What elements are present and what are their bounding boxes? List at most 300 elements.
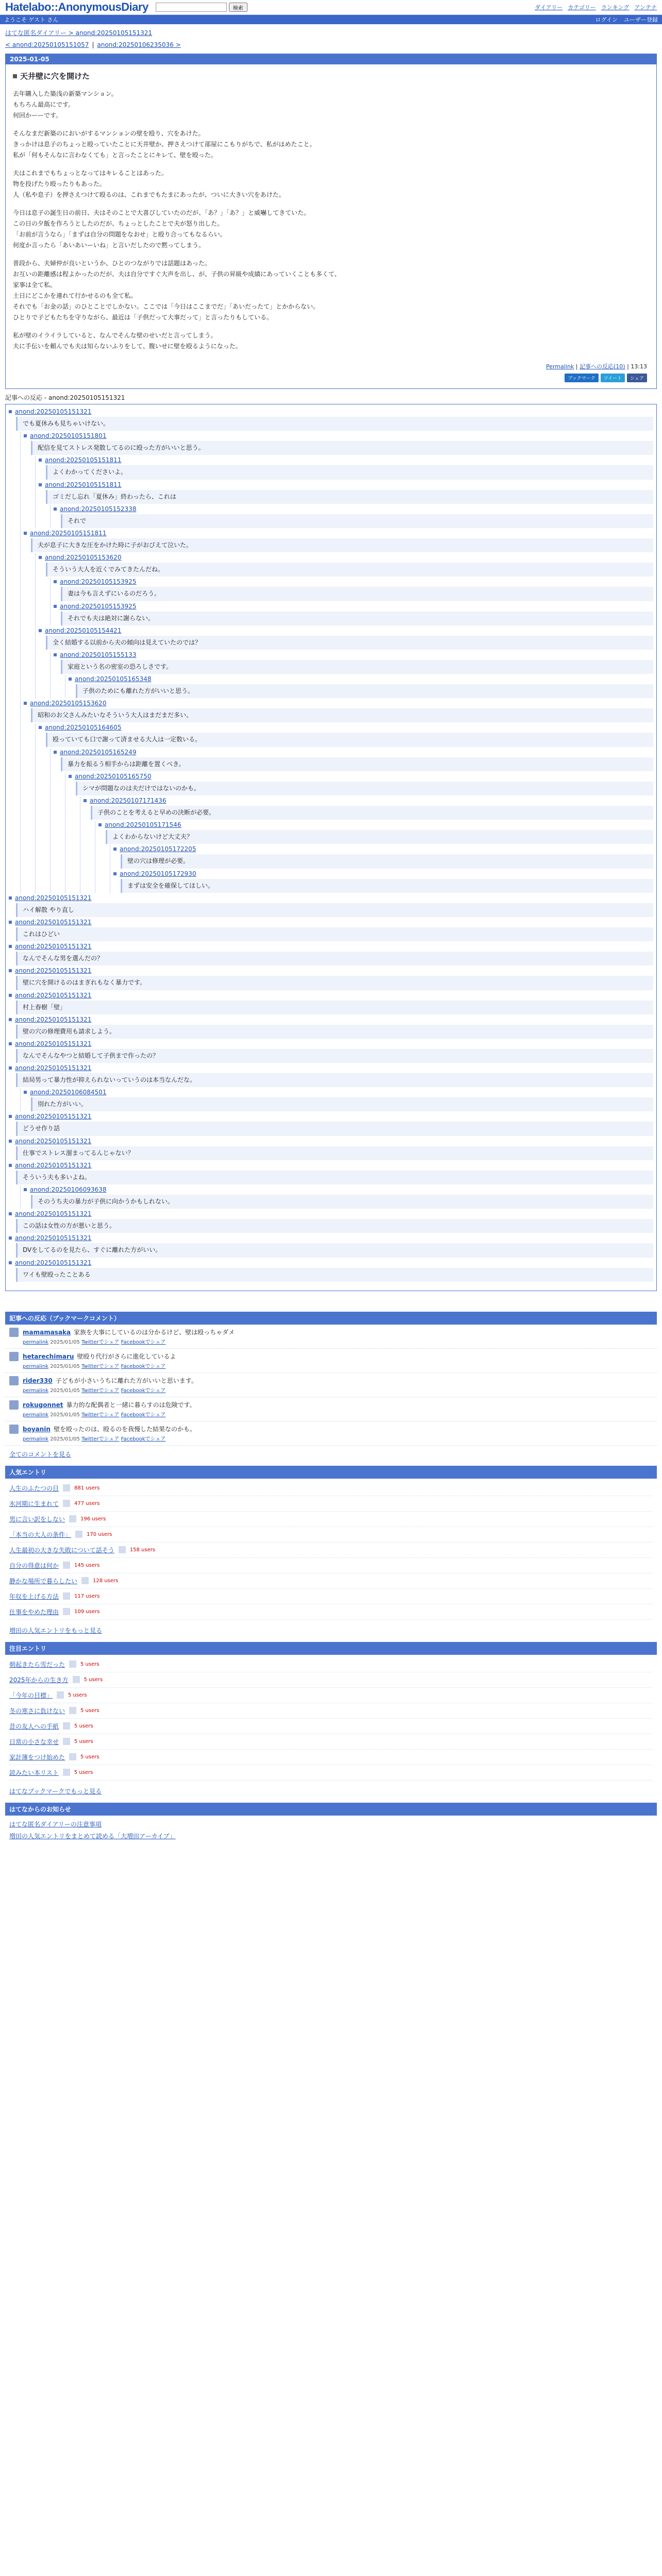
ranking-item — [9, 1573, 653, 1589]
reaction-text: それでも夫は絶対に謝らない。 — [61, 612, 653, 625]
reaction-node — [9, 1016, 653, 1039]
reaction-head — [54, 603, 653, 610]
bookmark-comment: 家族を大事にしているのは分かるけど、壁は殴っちゃダメ — [74, 1328, 235, 1336]
ranking-title[interactable]: 2025年からの生き方 — [9, 1676, 69, 1684]
bullet-icon — [9, 1018, 12, 1021]
reaction-children — [50, 749, 653, 893]
bookmark-permalink[interactable]: permalink — [23, 1412, 48, 1418]
reaction-id-link[interactable]: anond:20250105151321 — [15, 943, 92, 951]
bullet-icon — [54, 751, 57, 754]
ranking-item — [9, 1604, 653, 1620]
toplink-category[interactable]: カテゴリー — [568, 4, 596, 11]
bookmark-user[interactable]: boyanin — [23, 1425, 51, 1433]
ranking-item — [9, 1719, 653, 1734]
reaction-id-link[interactable]: anond:20250105153925 — [60, 578, 137, 586]
avatar[interactable] — [9, 1352, 19, 1361]
entry-body — [13, 89, 649, 352]
welcome-text: ようこそ ゲスト さん — [4, 16, 59, 23]
reaction-id-link[interactable]: anond:20250105151321 — [15, 1234, 92, 1242]
bookmark-date: 2025/01/05 — [50, 1387, 80, 1394]
bookmark-permalink[interactable]: permalink — [23, 1436, 48, 1442]
reaction-children — [50, 651, 653, 698]
bookmark-date: 2025/01/05 — [50, 1339, 80, 1345]
reaction-head — [9, 967, 653, 974]
reaction-text: そういう大人を近くでみてきたんだね。 — [46, 563, 653, 577]
reaction-id-link[interactable]: anond:20250105151321 — [15, 1210, 92, 1218]
reaction-id-link[interactable]: anond:20250105154421 — [45, 626, 122, 634]
reaction-id-link[interactable]: anond:20250105151321 — [15, 1161, 92, 1169]
ranking-users[interactable]: 5 users — [80, 1661, 100, 1667]
reaction-id-link[interactable]: anond:20250105155133 — [60, 651, 137, 658]
bullet-icon — [84, 799, 87, 802]
title-square-icon — [13, 74, 17, 78]
ranking-users[interactable]: 5 users — [74, 1723, 93, 1729]
bullet-icon — [54, 580, 57, 583]
bookmark-item — [5, 1325, 657, 1349]
bookmark-comment: 壁殴り代行がさらに進化しているよ — [77, 1352, 176, 1360]
reaction-head — [9, 1040, 653, 1047]
ranking-item — [9, 1527, 653, 1543]
ranking-title[interactable]: 年収を上げる方法 — [9, 1592, 59, 1600]
reaction-head — [9, 1138, 653, 1145]
bullet-icon — [9, 1261, 12, 1264]
reaction-text: 壁に穴を開けるのはまぎれもなく暴力です。 — [16, 976, 653, 990]
reaction-head — [9, 919, 653, 926]
ranking-title[interactable]: 昔の友人への手紙 — [9, 1722, 59, 1730]
notice-list — [5, 1816, 657, 1844]
reaction-node — [24, 530, 653, 698]
reaction-id-link[interactable]: anond:20250105151321 — [15, 1137, 92, 1145]
bullet-icon — [24, 434, 27, 437]
bookmark-permalink[interactable]: permalink — [23, 1363, 48, 1369]
ranking-users[interactable]: 5 users — [80, 1707, 100, 1714]
reaction-node — [9, 943, 653, 965]
bookmark-twitter-link[interactable]: Twitterでシェア — [81, 1412, 120, 1418]
attention-more-wrap — [5, 1783, 657, 1800]
reaction-node — [54, 505, 653, 528]
next-entry-link[interactable]: anond:20250106235036 > — [97, 41, 181, 48]
bullet-icon — [69, 775, 72, 778]
entry-paragraph: 私が壁のイライラしていると、なんでそんな壁のせいだと言ってしまう。 夫に手伝いを頼んでも夫は知らないふりをして、腹いせに壁を殴るようになった。 — [13, 332, 242, 350]
bookmark-facebook-link[interactable]: Facebookでシェア — [121, 1363, 166, 1369]
reaction-node — [9, 919, 653, 941]
nav-bar — [0, 15, 662, 24]
reaction-text: どうせ作り話 — [16, 1122, 653, 1136]
top-bar — [0, 0, 662, 15]
register-link[interactable]: ユーザー登録 — [624, 16, 658, 23]
ranking-item — [9, 1657, 653, 1672]
bookmark-section-title: 記事への反応（ブックマークコメント） — [5, 1312, 657, 1325]
reaction-head — [9, 1259, 653, 1266]
bullet-icon — [98, 823, 102, 826]
reaction-head — [9, 1064, 653, 1072]
attention-more-link[interactable]: はてなブックマークでもっと見る — [9, 1787, 102, 1795]
bookmark-facebook-link[interactable]: Facebookでシェア — [121, 1436, 166, 1442]
reaction-text: 壁の穴の修理費用も請求しよう。 — [16, 1025, 653, 1039]
reaction-text: なんでそんなやつと結婚して子供まで作ったの？ — [16, 1049, 653, 1063]
bookmark-icon — [63, 1562, 70, 1569]
reaction-id-link[interactable]: anond:20250105151801 — [30, 432, 107, 440]
avatar[interactable] — [9, 1328, 19, 1337]
reaction-id-link[interactable]: anond:20250105171546 — [105, 821, 181, 829]
reaction-node — [98, 821, 653, 893]
bookmark-content — [23, 1400, 196, 1418]
bookmark-item — [5, 1397, 657, 1421]
ranking-item — [9, 1688, 653, 1703]
reactions-count-link[interactable]: 記事への反応(10) — [580, 363, 625, 370]
bookmark-twitter-link[interactable]: Twitterでシェア — [81, 1339, 120, 1345]
reaction-head — [54, 749, 653, 756]
bookmark-icon — [75, 1531, 82, 1538]
reaction-node — [9, 1162, 653, 1209]
reaction-node — [9, 1138, 653, 1160]
reaction-children — [95, 821, 653, 893]
bullet-icon — [39, 459, 42, 462]
ranking-users[interactable]: 196 users — [80, 1516, 106, 1522]
reaction-id-link[interactable]: anond:20250105151321 — [15, 1015, 92, 1023]
bullet-icon — [39, 629, 42, 632]
bookmark-facebook-link[interactable]: Facebookでシェア — [121, 1387, 166, 1394]
ranking-item — [9, 1481, 653, 1496]
reaction-text: シマが問題なのは夫だけではないのかも。 — [76, 782, 653, 795]
reaction-node — [39, 724, 653, 892]
ranking-item — [9, 1672, 653, 1688]
top-links — [535, 3, 657, 11]
entry-pager — [0, 39, 662, 54]
popular-more-link[interactable]: 増田の人気エントリをもっと見る — [9, 1626, 103, 1634]
reaction-node — [113, 870, 653, 893]
reaction-children — [35, 724, 653, 892]
reaction-node — [24, 432, 653, 528]
reaction-text: そういう夫も多いよね。 — [16, 1171, 653, 1184]
ranking-title[interactable]: 人生最初の大きな失敗について話そう — [9, 1546, 114, 1554]
reaction-children — [50, 505, 653, 528]
ranking-users[interactable]: 477 users — [74, 1500, 100, 1506]
bullet-icon — [24, 1091, 27, 1094]
reaction-text: よくわからないけど大丈夫？ — [106, 830, 653, 844]
avatar[interactable] — [9, 1425, 19, 1434]
reaction-id-link[interactable]: anond:20250105151321 — [15, 967, 92, 975]
entry-paragraph: 普段から、夫婦仲が良いというか、ひとのつながりでは話題はあった。 お互いの距離感は程よかったのだが、夫は自分ですぐ大声を出し、が、子供の昇級や成績にあっていくことも多くて、 家事は全て私。 土日にどこかを連れて行かせるのも全て私。 それでも「お金の話」のひとことでしかない。ここでは「今日はここまでだ」「あいだったて」とかからない。 ひとりで子どもたちを守りながら、最近は「子供だって大事だって」と言ったりもしている。 — [13, 260, 341, 321]
bookmark-meta — [23, 1386, 197, 1394]
reaction-children — [65, 773, 653, 893]
avatar[interactable] — [9, 1400, 19, 1410]
reaction-head — [24, 1186, 653, 1193]
entry-paragraph: 夫はこれまでもちょっとなってはキレることはあった。 物を投げたり殴ったりもあった。 人（私や息子）を押さえつけて殴るのは、これまでもたまにあったが、ついに大きい穴をあけた。 — [13, 170, 285, 198]
bookmark-content — [23, 1352, 176, 1369]
reaction-id-link[interactable]: anond:20250105151321 — [15, 991, 92, 999]
reaction-id-link[interactable]: anond:20250105151321 — [15, 1113, 92, 1121]
ranking-users[interactable]: 117 users — [74, 1593, 100, 1599]
reaction-head — [54, 505, 653, 513]
reaction-id-link[interactable]: anond:20250105165348 — [75, 675, 152, 683]
entry-paragraph: そんなまだ新築のにおいがするマンションの壁を殴り、穴をあけた。 きっかけは息子のちょっと殴っていたことに天井壁か、押さえつけて部屋にこもりがちで、私がはめたこと。 私が「何もそんなに言わなくても」と言ったことにキレて、壁を殴った。 — [13, 130, 316, 159]
reaction-head — [98, 821, 653, 828]
reaction-head — [9, 992, 653, 999]
bookmark-item — [5, 1349, 657, 1373]
reaction-head — [9, 1113, 653, 1120]
reaction-head — [9, 1162, 653, 1169]
reaction-text: 結局男って暴力性が抑えられないっていうのは本当なんだな。 — [16, 1073, 653, 1087]
reaction-text: ゴミだし忘れ「夏休み」終わったら、これは — [46, 490, 653, 504]
bookmark-icon — [69, 1707, 76, 1714]
bookmark-item — [5, 1421, 657, 1446]
bookmark-icon — [63, 1738, 70, 1745]
reaction-head — [9, 1210, 653, 1217]
bookmark-date: 2025/01/05 — [50, 1363, 80, 1369]
ranking-users[interactable]: 170 users — [87, 1531, 112, 1537]
toplink-ranking[interactable]: ランキング — [601, 4, 630, 11]
reaction-text: ワイも壁殴ったことある — [16, 1268, 653, 1282]
reaction-id-link[interactable]: anond:20250105153620 — [45, 554, 122, 562]
login-link[interactable]: ログイン — [595, 16, 618, 23]
reaction-id-link[interactable]: anond:20250105151811 — [45, 481, 122, 488]
reaction-text: でも夏休みも見ちゃいけない。 — [16, 417, 653, 431]
ranking-users[interactable]: 109 users — [74, 1608, 100, 1615]
reaction-text: 別れた方がいい。 — [31, 1097, 653, 1111]
ranking-title[interactable]: 「今年の目標」 — [9, 1691, 53, 1699]
ranking-title[interactable]: 氷河期に生まれて — [9, 1500, 59, 1507]
ranking-title[interactable]: 自分の得意は何か — [9, 1562, 59, 1569]
reaction-node — [54, 651, 653, 698]
reaction-id-link[interactable]: anond:20250105151321 — [15, 918, 92, 926]
pager-separator: | — [92, 41, 94, 48]
ranking-title[interactable]: 朝起きたら雪だった — [9, 1660, 65, 1668]
site-logo[interactable]: Hatelabo::AnonymousDiary — [5, 1, 148, 13]
reaction-text: 殴っていても口で謝って済ませる大人は一定数いる。 — [46, 733, 653, 747]
bookmark-meta — [23, 1410, 196, 1418]
reaction-node — [9, 992, 653, 1014]
entry-title-text[interactable]: 天井壁に穴を開けた — [20, 72, 90, 81]
bookmark-icon — [63, 1592, 70, 1600]
bullet-icon — [24, 1188, 27, 1191]
reaction-node — [54, 578, 653, 601]
bookmark-twitter-link[interactable]: Twitterでシェア — [81, 1436, 120, 1442]
reaction-node — [24, 700, 653, 893]
reaction-text: 妻は今も言えずにいるのだろう。 — [61, 587, 653, 601]
bullet-icon — [39, 483, 42, 486]
reaction-node — [39, 481, 653, 528]
ranking-title[interactable]: 家計簿をつけ始めた — [9, 1753, 65, 1761]
facebook-share-button[interactable]: シェア — [627, 374, 647, 382]
ranking-title[interactable]: 男に言い訳をしない — [9, 1515, 65, 1523]
reaction-id-link[interactable]: anond:20250105151321 — [15, 1064, 92, 1072]
breadcrumb-link[interactable]: はてな匿名ダイアリー > anond:20250105151321 — [5, 29, 153, 37]
ranking-item — [9, 1543, 653, 1558]
ranking-item — [9, 1750, 653, 1765]
ranking-users[interactable]: 145 users — [74, 1562, 100, 1568]
reaction-text: 仕事でストレス溜まってるんじゃない？ — [16, 1146, 653, 1160]
bookmark-button[interactable]: ブックマーク — [565, 374, 598, 382]
reaction-text: 子供のためにも離れた方がいいと思う。 — [76, 684, 653, 698]
ranking-item — [9, 1765, 653, 1781]
toplink-diary[interactable]: ダイアリー — [535, 4, 563, 11]
bullet-icon — [9, 945, 12, 948]
reaction-node — [9, 1259, 653, 1282]
reaction-text: DVをしてるのを見たら、すぐに離れた方がいい。 — [16, 1243, 653, 1257]
reaction-id-link[interactable]: anond:20250105172205 — [120, 845, 196, 853]
reaction-text: 村上春樹「壁」 — [16, 1001, 653, 1014]
bookmark-date: 2025/01/05 — [50, 1412, 80, 1418]
bullet-icon — [39, 726, 42, 729]
reaction-id-link[interactable]: anond:20250105164605 — [45, 724, 122, 732]
reaction-head — [9, 894, 653, 902]
reaction-head — [39, 481, 653, 488]
reaction-id-link[interactable]: anond:20250105151321 — [15, 408, 92, 415]
bookmark-icon — [69, 1515, 76, 1522]
bookmark-user[interactable]: rokugonnet — [23, 1401, 63, 1409]
reaction-children — [65, 675, 653, 698]
bookmark-user[interactable]: mamamasaka — [23, 1328, 71, 1336]
bookmark-permalink[interactable]: permalink — [23, 1387, 48, 1394]
permalink[interactable]: Permalink — [546, 363, 574, 370]
reaction-text: 全く結婚する以前から夫の傾向は見えていたのでは？ — [46, 636, 653, 650]
ranking-item — [9, 1496, 653, 1512]
reaction-id-link[interactable]: anond:20250105151811 — [30, 529, 107, 537]
reaction-children — [35, 456, 653, 528]
ranking-users[interactable]: 128 users — [93, 1578, 119, 1584]
reaction-text: 家庭という名の密室の恐ろしさです。 — [61, 660, 653, 674]
ranking-users[interactable]: 5 users — [74, 1769, 93, 1775]
all-comments-link[interactable]: 全てのコメントを見る — [9, 1450, 72, 1458]
bookmark-comment: 暴力的な配偶者と一緒に暮らすのは危険です。 — [66, 1401, 196, 1409]
search-button[interactable]: 検索 — [229, 3, 247, 12]
popular-section-title: 人気エントリ — [5, 1466, 657, 1479]
ranking-title[interactable]: 仕事をやめた理由 — [9, 1608, 59, 1616]
reaction-head — [9, 1234, 653, 1242]
reaction-head — [9, 943, 653, 950]
reaction-id-link[interactable]: anond:20250105172930 — [120, 870, 196, 877]
ranking-title[interactable]: 読みたい本リスト — [9, 1769, 59, 1776]
bullet-icon — [113, 848, 117, 851]
entry-title — [13, 71, 649, 81]
bullet-icon — [54, 507, 57, 511]
reaction-id-link[interactable]: anond:20250105151321 — [15, 1259, 92, 1266]
reaction-id-link[interactable]: anond:20250105151321 — [15, 894, 92, 902]
bullet-icon — [54, 653, 57, 656]
reaction-children — [20, 1186, 653, 1209]
reaction-head — [39, 554, 653, 561]
reaction-head — [24, 530, 653, 537]
reaction-children — [35, 554, 653, 698]
bullet-icon — [9, 994, 12, 997]
bookmark-icon — [73, 1676, 80, 1683]
entry — [6, 64, 656, 388]
reaction-id-link[interactable]: anond:20250105153925 — [60, 602, 137, 610]
reaction-text: この話は女性の方が悪いと思う。 — [16, 1219, 653, 1233]
bullet-icon — [9, 921, 12, 924]
reaction-id-link[interactable]: anond:20250105151321 — [15, 1040, 92, 1047]
reaction-id-link[interactable]: anond:20250105165249 — [60, 748, 137, 756]
reaction-head — [113, 870, 653, 877]
ranking-item — [9, 1734, 653, 1750]
tweet-button[interactable]: ツイート — [601, 374, 625, 382]
reaction-children — [80, 797, 653, 893]
reaction-text: これはひどい — [16, 927, 653, 941]
search-form — [156, 3, 247, 12]
ranking-title[interactable]: 冬の寒さに負けない — [9, 1707, 65, 1715]
ranking-users[interactable]: 5 users — [84, 1676, 103, 1683]
notice-section-title: はてなからのお知らせ — [5, 1803, 657, 1816]
ranking-users[interactable]: 5 users — [68, 1692, 87, 1698]
reaction-node — [24, 1186, 653, 1209]
bookmark-permalink[interactable]: permalink — [23, 1339, 48, 1345]
bookmark-meta — [23, 1434, 196, 1442]
reaction-id-link[interactable]: anond:20250105152338 — [60, 505, 137, 513]
ranking-title[interactable]: 日常の小さな幸せ — [9, 1738, 59, 1745]
bookmark-twitter-link[interactable]: Twitterでシェア — [81, 1363, 120, 1369]
bullet-icon — [24, 702, 27, 705]
bookmark-twitter-link[interactable]: Twitterでシェア — [81, 1387, 120, 1394]
ranking-title[interactable]: 「本当の大人の条件」 — [9, 1531, 72, 1538]
bookmark-section — [5, 1312, 657, 1844]
toplink-antenna[interactable]: アンテナ — [634, 4, 657, 11]
notice-link[interactable]: はてな匿名ダイアリーの注意事項 — [9, 1820, 102, 1828]
reaction-head — [39, 724, 653, 731]
ranking-users[interactable]: 158 users — [129, 1547, 156, 1553]
bookmark-user[interactable]: rider330 — [23, 1377, 53, 1384]
reaction-id-link[interactable]: anond:20250105165750 — [75, 772, 152, 780]
reaction-node — [54, 749, 653, 893]
bookmark-facebook-link[interactable]: Facebookでシェア — [121, 1412, 166, 1418]
bookmark-icon — [81, 1577, 89, 1584]
reaction-text: なんでそんな男を選んだの？ — [16, 952, 653, 965]
bookmark-user[interactable]: hetarechimaru — [23, 1352, 74, 1360]
bookmark-icon — [63, 1769, 70, 1776]
bullet-icon — [9, 1042, 12, 1045]
reaction-head — [9, 408, 653, 415]
reaction-node — [24, 1089, 653, 1111]
reaction-head — [113, 845, 653, 853]
reaction-id-link[interactable]: anond:20250107171436 — [90, 797, 167, 804]
reaction-id-link[interactable]: anond:20250106084501 — [30, 1089, 107, 1096]
reaction-head — [54, 578, 653, 585]
reaction-id-link[interactable]: anond:20250105151811 — [45, 456, 122, 464]
reaction-head — [54, 651, 653, 658]
ranking-title[interactable]: 人生のふたつの目 — [9, 1484, 59, 1492]
bullet-icon — [9, 410, 12, 413]
prev-entry-link[interactable]: < anond:20250105151057 — [5, 41, 89, 48]
breadcrumb — [0, 24, 662, 39]
bookmark-icon — [69, 1660, 76, 1668]
reaction-node — [54, 603, 653, 625]
bullet-icon — [24, 532, 27, 535]
search-input[interactable] — [156, 3, 227, 12]
ranking-users[interactable]: 5 users — [74, 1738, 93, 1744]
entry-time: 13:13 — [631, 363, 647, 370]
ranking-users[interactable]: 881 users — [74, 1485, 100, 1491]
reaction-id-link[interactable]: anond:20250106093638 — [30, 1186, 107, 1193]
bullet-icon — [39, 556, 42, 559]
reaction-id-link[interactable]: anond:20250105153620 — [30, 700, 107, 707]
reaction-node — [9, 1113, 653, 1136]
day-section — [5, 54, 657, 389]
bullet-icon — [54, 605, 57, 608]
reaction-head — [39, 456, 653, 464]
reaction-head — [24, 1089, 653, 1096]
popular-more-wrap — [5, 1622, 657, 1639]
reaction-node — [39, 456, 653, 479]
notice-link[interactable]: 増田の人気エントリをまとめて読める「大増田アーカイブ」 — [9, 1832, 176, 1840]
bookmark-content — [23, 1376, 197, 1394]
entry-paragraph: 今日は息子の誕生日の前日、夫はそのことで大喜びしていたのだが、「あ？」「あ？」と威嚇してきていた。 この日の夕飯を作ろうとしたのだが、ちょっとしたことで夫が怒り出した。 「お前が言うなら」「まずは自分の問題をなおせ」と殴り合ってもなるらい。 何度か言ったら「あいあいーいね」と言いだしたので黙ってしまう。 — [13, 209, 310, 249]
ranking-item — [9, 1512, 653, 1527]
bookmark-list — [5, 1325, 657, 1446]
avatar[interactable] — [9, 1376, 19, 1385]
ranking-title[interactable]: 静かな場所で暮らしたい — [9, 1577, 78, 1585]
ranking-users[interactable]: 5 users — [80, 1754, 100, 1760]
bookmark-facebook-link[interactable]: Facebookでシェア — [121, 1339, 166, 1345]
